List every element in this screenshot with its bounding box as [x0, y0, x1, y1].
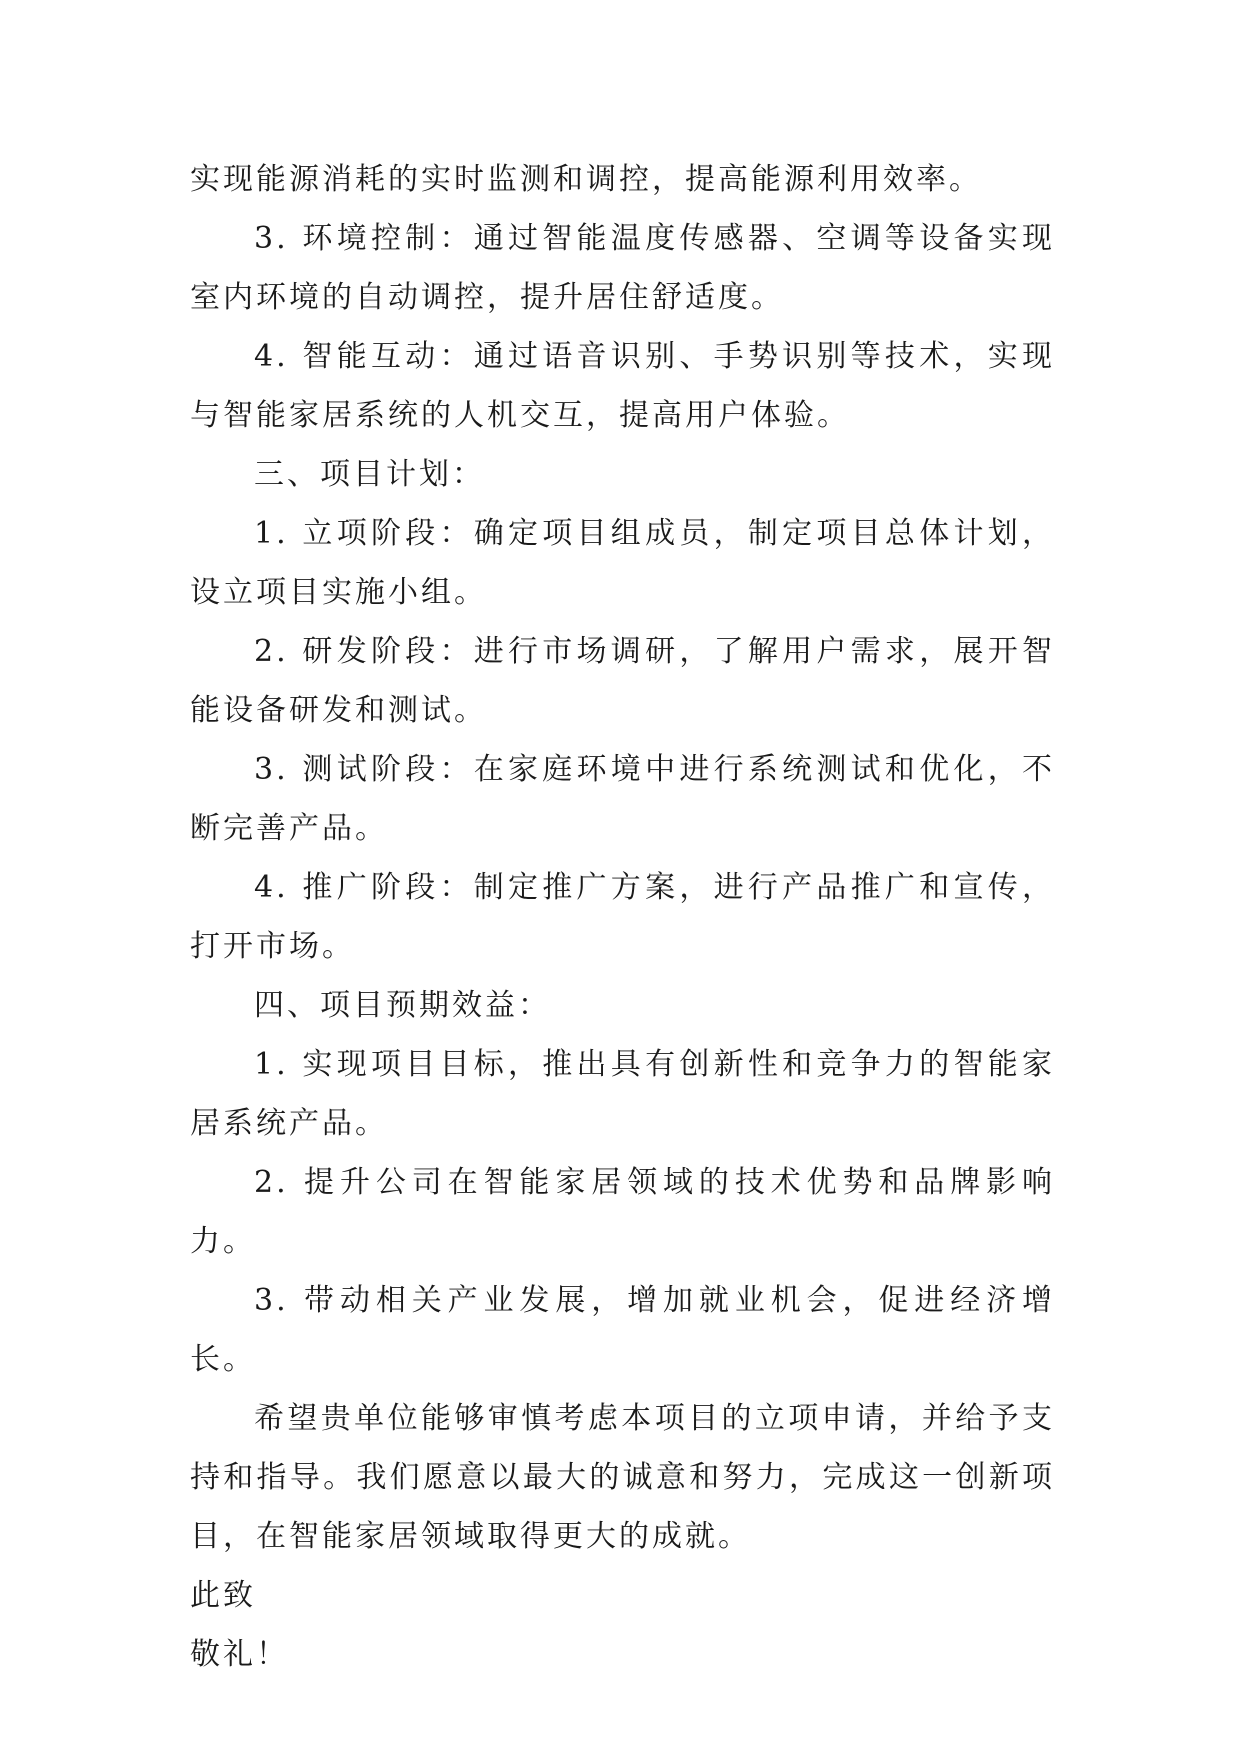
paragraph: 1. 实现项目目标，推出具有创新性和竞争力的智能家居系统产品。 [190, 1047, 1055, 1141]
paragraph: 3. 带动相关产业发展，增加就业机会，促进经济增长。 [190, 1283, 1055, 1377]
paragraph: 3. 测试阶段：在家庭环境中进行系统测试和优化，不断完善产品。 [190, 752, 1055, 846]
section-heading: 四、项目预期效益： [254, 988, 551, 1023]
paragraph: 实现能源消耗的实时监测和调控，提高能源利用效率。 [190, 162, 982, 197]
closing-salutation: 此致 [190, 1578, 256, 1613]
paragraph: 3. 环境控制：通过智能温度传感器、空调等设备实现室内环境的自动调控，提升居住舒适度。 [190, 221, 1055, 315]
paragraph: 4. 推广阶段：制定推广方案，进行产品推广和宣传，打开市场。 [190, 870, 1055, 964]
section-heading: 三、项目计划： [254, 457, 485, 492]
paragraph: 2. 研发阶段：进行市场调研，了解用户需求，展开智能设备研发和测试。 [190, 634, 1055, 728]
paragraph: 2. 提升公司在智能家居领域的技术优势和品牌影响力。 [190, 1165, 1055, 1259]
document-body [190, 150, 1055, 1684]
paragraph: 1. 立项阶段：确定项目组成员，制定项目总体计划，设立项目实施小组。 [190, 516, 1055, 610]
paragraph: 希望贵单位能够审慎考虑本项目的立项申请，并给予支持和指导。我们愿意以最大的诚意和努力，完成这一创新项目，在智能家居领域取得更大的成就。 [190, 1401, 1055, 1554]
paragraph: 4. 智能互动：通过语音识别、手势识别等技术，实现与智能家居系统的人机交互，提高用户体验。 [190, 339, 1055, 433]
closing-regards: 敬礼！ [190, 1637, 289, 1672]
